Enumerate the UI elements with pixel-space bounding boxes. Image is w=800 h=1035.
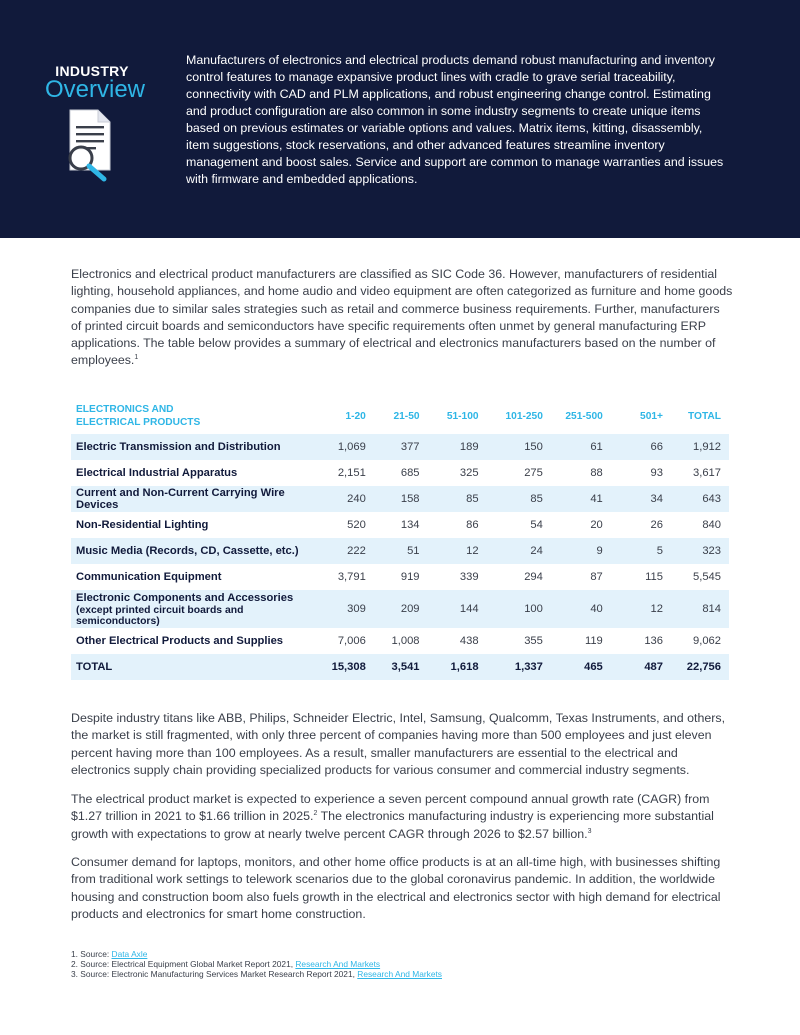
overview-title: Overview xyxy=(44,76,146,103)
row-label: Other Electrical Products and Supplies xyxy=(76,635,284,647)
table-cell: 5 xyxy=(611,538,671,564)
table-cell: 1,337 xyxy=(487,654,551,680)
table-cell: 115 xyxy=(645,571,663,583)
table-row xyxy=(71,538,729,564)
table-cell: 1,618 xyxy=(428,654,487,680)
paragraph-market-growth xyxy=(71,791,733,843)
footnote-text: 1. Source: xyxy=(71,949,112,959)
table-cell: 34 xyxy=(611,486,671,512)
table-header-line: ELECTRONICS AND xyxy=(76,404,174,415)
table-row xyxy=(71,628,729,654)
table-header-category xyxy=(71,398,325,434)
footnote-link[interactable]: Research And Markets xyxy=(295,959,381,970)
table-cell: 465 xyxy=(551,654,611,680)
table-cell: 9 xyxy=(551,538,611,564)
footnote xyxy=(71,969,671,979)
row-label: Communication Equipment xyxy=(76,571,222,583)
paragraph-consumer-demand: Consumer demand for laptops, monitors, and other home office products is at an all-time high, with businesses shifting from traditional work settings to telework scenarios due to the global coronavirus pandemic. In addition, the worldwide housing and construction boom also fuels growth in the electrical and electronics sector with high demand for electrical products and electronics for smart home construction. xyxy=(71,855,721,921)
table-cell: 5,545 xyxy=(693,571,721,583)
table-cell: 93 xyxy=(650,467,663,479)
paragraph-text: The electrical product market is expected to experience a seven percent compound annual growth rate (CAGR) from $1.27 trillion in 2021 to $1.66 trillion in 2025. xyxy=(71,792,710,824)
column-header: TOTAL xyxy=(687,410,721,422)
table-cell: 9,062 xyxy=(693,635,721,647)
manufacturers-by-employees-table xyxy=(71,398,729,680)
table-cell: 814 xyxy=(671,590,729,628)
table-cell: 189 xyxy=(428,434,487,460)
table-cell: 3,541 xyxy=(374,654,428,680)
table-cell: 119 xyxy=(584,635,603,647)
table-row xyxy=(71,512,729,538)
table-row xyxy=(71,564,729,590)
table-cell: 40 xyxy=(551,590,611,628)
table-cell: 136 xyxy=(644,635,663,647)
footnote-text: 2. Source: Electrical Equipment Global Market Report 2021, xyxy=(71,959,296,970)
table-cell: 438 xyxy=(459,635,479,647)
table-cell: 840 xyxy=(702,519,721,531)
footnote-link[interactable]: Data Axle xyxy=(111,949,148,959)
table-cell: 1,069 xyxy=(325,434,374,460)
table-row xyxy=(71,486,729,512)
row-label: TOTAL xyxy=(71,654,325,680)
table-cell: 240 xyxy=(325,486,374,512)
industry-label: INDUSTRY xyxy=(55,63,129,79)
table-cell: 309 xyxy=(325,590,374,628)
column-header: 21-50 xyxy=(393,410,420,422)
table-row xyxy=(71,434,729,460)
table-cell: 144 xyxy=(428,590,487,628)
table-cell: 66 xyxy=(611,434,671,460)
table-cell: 24 xyxy=(487,538,551,564)
table-cell: 150 xyxy=(487,434,551,460)
paragraph-sic-classification xyxy=(71,266,733,370)
row-label: Electric Transmission and Distribution xyxy=(71,434,325,460)
table-cell: 85 xyxy=(487,486,551,512)
footnote xyxy=(71,959,671,969)
table-cell: 643 xyxy=(671,486,729,512)
table-cell: 87 xyxy=(590,571,603,583)
table-header-line: ELECTRICAL PRODUCTS xyxy=(76,417,201,428)
paragraph-text: The electronics manufacturing industry is experiencing more substantial growth with expectations to grow at nearly twelve percent CAGR through 2026 to $2.57 billion. xyxy=(71,809,714,841)
industry-overview-banner xyxy=(0,0,800,238)
table-cell: 100 xyxy=(487,590,551,628)
paragraph-market-fragmentation: Despite industry titans like ABB, Philips, Schneider Electric, Intel, Samsung, Qualcomm, Texas Instruments, and others, the market is still fragmented, with only three percent of companies having more than 500 employees and just eleven percent having more than 100 employees. As a result, smaller manufacturers are essential to the electrical and electronics supply chain providing specialized products for various consumer and commercial industry segments. xyxy=(71,711,726,777)
footnote-ref: 2 xyxy=(313,810,318,818)
table-cell: 1,912 xyxy=(671,434,729,460)
table-cell: 325 xyxy=(459,467,479,479)
table-cell: 26 xyxy=(650,519,663,531)
column-header: 51-100 xyxy=(446,410,479,422)
table-cell: 685 xyxy=(400,467,420,479)
row-label: Current and Non-Current Carrying Wire Devices xyxy=(71,486,325,512)
row-label: Electrical Industrial Apparatus xyxy=(76,467,238,479)
table-cell: 339 xyxy=(459,571,479,583)
table-cell: 377 xyxy=(374,434,428,460)
footnote-link[interactable]: Research And Markets xyxy=(357,969,442,980)
table-cell: 7,006 xyxy=(337,635,366,647)
column-header: 101-250 xyxy=(505,410,543,422)
table-cell: 3,617 xyxy=(693,467,721,479)
table-cell: 61 xyxy=(551,434,611,460)
table-cell: 3,791 xyxy=(337,571,366,583)
table-cell: 85 xyxy=(428,486,487,512)
intro-text: Manufacturers of electronics and electrical products demand robust manufacturing and inventory control features to manage expansive product lines with cradle to grave serial traceability, connectivity with CAD and PLM applications, and robust engineering change control. Estimating and product configuration are also common in some industry segments to create unique items based on previous estimates or variable options and values. Matrix items, kitting, disassembly, item suggestions, stock reservations, and other advanced features streamline inventory management and boost sales. Service and support are common to manage warranties and issues with firmware and embedded applications. xyxy=(186,53,724,186)
table-row xyxy=(71,590,729,628)
table-cell: 20 xyxy=(590,519,603,531)
paragraph-text: Electronics and electrical product manufacturers are classified as SIC Code 36. However, manufacturers of residential lighting, household appliances, and home audio and video equipment are often categorized as furniture and home goods companies due to similar sales strategies such as retail and commerce business requirements. Further, manufacturers of printed circuit boards and semiconductors have specific requirements often unmet by general manufacturing ERP applications. The table below provides a summary of electrical and electronics manufacturers based on the number of employees. xyxy=(71,267,733,368)
table-cell: 2,151 xyxy=(337,467,366,479)
footnote-ref: 3 xyxy=(587,827,592,835)
table-cell: 15,308 xyxy=(325,654,374,680)
table-body xyxy=(71,434,729,680)
footnotes xyxy=(71,949,671,980)
table-cell: 1,008 xyxy=(391,635,420,647)
table-cell: 41 xyxy=(551,486,611,512)
table-cell: 51 xyxy=(374,538,428,564)
table-row xyxy=(71,460,729,486)
table-cell: 22,756 xyxy=(671,654,729,680)
table-cell: 275 xyxy=(524,467,543,479)
row-label: Music Media (Records, CD, Cassette, etc.) xyxy=(71,538,325,564)
table-cell: 209 xyxy=(374,590,428,628)
table-cell: 355 xyxy=(524,635,543,647)
table-cell: 86 xyxy=(466,519,479,531)
table-cell: 294 xyxy=(524,571,543,583)
footnote-ref: 1 xyxy=(134,354,139,362)
column-header: 251-500 xyxy=(565,410,603,422)
table-cell: 919 xyxy=(400,571,420,583)
document-magnifier-icon xyxy=(64,108,126,182)
row-label-main: Electronic Components and Accessories xyxy=(76,591,294,604)
table-cell: 487 xyxy=(611,654,671,680)
table-cell: 323 xyxy=(671,538,729,564)
row-label-sub: (except printed circuit boards and semiconductors) xyxy=(76,604,244,627)
column-header: 501+ xyxy=(640,410,663,422)
table-cell: 520 xyxy=(347,519,366,531)
table-cell: 12 xyxy=(611,590,671,628)
column-header: 1-20 xyxy=(345,410,366,422)
row-label: Non-Residential Lighting xyxy=(76,519,209,531)
table-cell: 158 xyxy=(374,486,428,512)
row-label xyxy=(71,590,325,628)
table-cell: 12 xyxy=(428,538,487,564)
table-header-row xyxy=(71,398,729,434)
footnote xyxy=(71,949,671,959)
table-cell: 88 xyxy=(590,467,603,479)
table-cell: 54 xyxy=(530,519,543,531)
table-total-row xyxy=(71,654,729,680)
footnote-text: 3. Source: Electronic Manufacturing Services Market Research Report 2021, xyxy=(71,969,358,980)
table-cell: 134 xyxy=(400,519,420,531)
table-cell: 222 xyxy=(325,538,374,564)
